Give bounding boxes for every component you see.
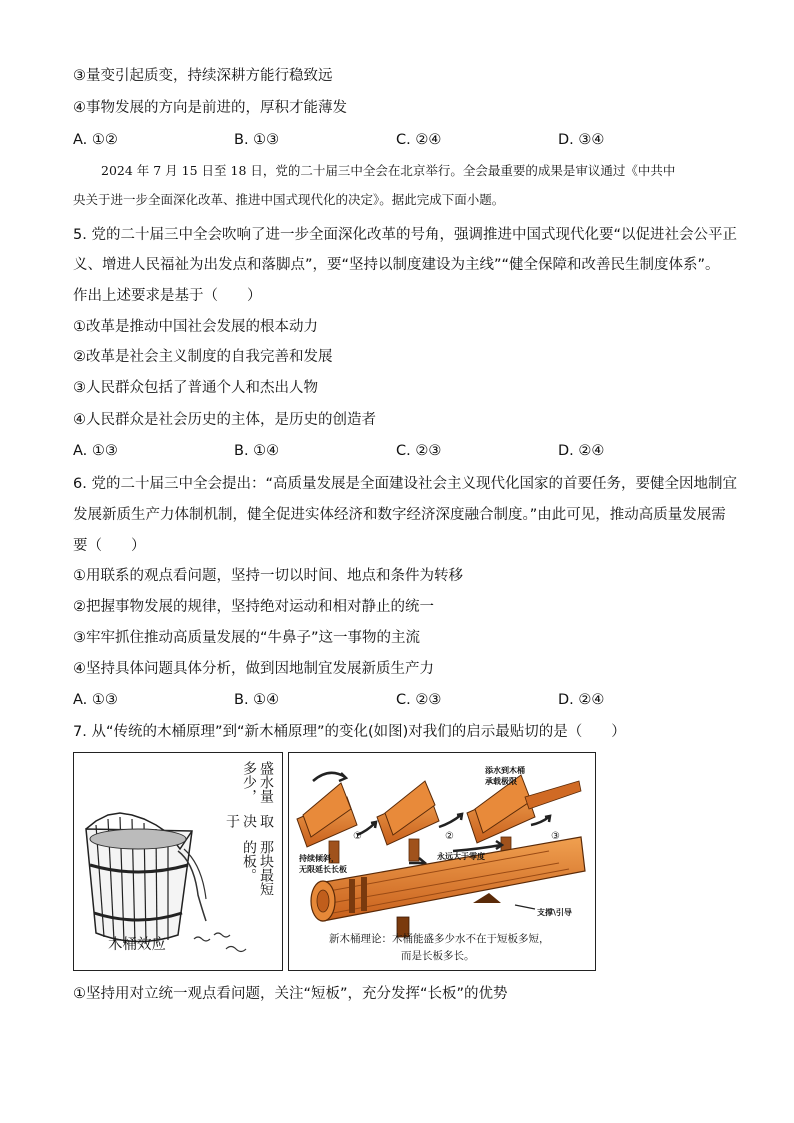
step-3-number: ③ — [551, 831, 560, 842]
q6-statement-4: ④坚持具体问题具体分析，做到因地制宜发展新质生产力 — [73, 661, 434, 677]
q6-statement-3: ③牢牢抓住推动高质量发展的“牛鼻子”这一事物的主流 — [73, 630, 421, 646]
q5-option-c[interactable]: C. ②③ — [396, 443, 442, 459]
q6-option-d[interactable]: D. ②④ — [558, 692, 605, 708]
q6-statement-2: ②把握事物发展的规律，坚持绝对运动和相对静止的统一 — [73, 599, 434, 615]
new-bucket-theory-figure — [288, 752, 596, 971]
q4-statement-3: ③量变引起质变，持续深耕方能行稳致远 — [73, 68, 333, 84]
q5-statement-1: ①改革是推动中国社会发展的根本动力 — [73, 319, 318, 335]
q4-statement-4: ④事物发展的方向是前进的，厚积才能薄发 — [73, 100, 347, 116]
label-keep-tilting-1: 持续倾斜， — [299, 854, 339, 863]
q7-stem: 7. 从“传统的木桶原理”到“新木桶原理”的变化(如图)对我们的启示最贴切的是（ ） — [73, 724, 626, 740]
q7-statement-1: ①坚持用对立统一观点看问题，关注“短板”，充分发挥“长板”的优势 — [73, 986, 508, 1002]
bucket-text-col-3: 那块最短的板。 — [241, 839, 274, 896]
new-bucket-caption-2: 而是长板多长。 — [401, 950, 475, 962]
q5-option-a[interactable]: A. ①③ — [73, 443, 118, 459]
bucket-text-col-1: 盛水量多少， — [241, 761, 274, 803]
new-bucket-caption-1: 新木桶理论：木桶能盛多少水不在于短板多短， — [329, 933, 550, 945]
bucket-effect-caption: 木桶效应 — [108, 937, 166, 953]
q6-option-a[interactable]: A. ①③ — [73, 692, 118, 708]
label-always-above-zero: 永远大于零度 — [437, 852, 485, 861]
q6-stem-line-1: 6. 党的二十届三中全会提出：“高质量发展是全面建设社会主义现代化国家的首要任务，要健全因地制宜 — [73, 476, 737, 492]
step-2-number: ② — [445, 831, 454, 842]
q5-stem-line-3: 作出上述要求是基于（ ） — [73, 288, 262, 304]
q6-option-c[interactable]: C. ②③ — [396, 692, 442, 708]
q5-stem-line-1: 5. 党的二十届三中全会吹响了进一步全面深化改革的号角，强调推进中国式现代化要“以促进社会公平正 — [73, 227, 737, 243]
bucket-vertical-text — [223, 761, 274, 901]
q6-stem-line-2: 发展新质生产力体制机制，健全促进实体经济和数字经济深度融合制度。”由此可见，推动高质量发展需 — [73, 507, 726, 523]
q5-statement-3: ③人民群众包括了普通个人和杰出人物 — [73, 380, 318, 396]
small-bucket-1 — [297, 783, 357, 863]
passage-line-1: 2024 年 7 月 15 日至 18 日，党的二十届三中全会在北京举行。全会最重要的成果是审议通过《中共中 — [101, 163, 676, 178]
q5-statement-2: ②改革是社会主义制度的自我完善和发展 — [73, 349, 333, 365]
q5-option-d[interactable]: D. ②④ — [558, 443, 605, 459]
q5-stem-line-2: 义、增进人民福祉为出发点和落脚点”，要“坚持以制度建设为主线”“健全保障和改善民生制度体系”。 — [73, 257, 720, 273]
q4-option-a[interactable]: A. ①② — [73, 132, 118, 148]
passage-line-2: 央关于进一步全面深化改革、推进中国式现代化的决定》。据此完成下面小题。 — [73, 192, 505, 207]
q4-option-c[interactable]: C. ②④ — [396, 132, 442, 148]
label-keep-tilting-2: 无限延长长板 — [299, 865, 347, 874]
bucket-text-col-2: 取决于 — [224, 813, 274, 828]
q5-option-b[interactable]: B. ①④ — [234, 443, 280, 459]
small-bucket-2 — [377, 781, 439, 861]
q4-option-d[interactable]: D. ③④ — [558, 132, 605, 148]
label-fill-to-limit-2: 承载极限 — [485, 777, 517, 786]
label-support-guide: 支撑\引导 — [537, 908, 572, 917]
bucket-effect-figure — [73, 752, 283, 971]
step-1-number: ① — [353, 831, 362, 842]
q6-stem-line-3: 要（ ） — [73, 538, 146, 554]
label-fill-to-limit-1: 添水到木桶 — [485, 766, 525, 775]
q6-statement-1: ①用联系的观点看问题，坚持一切以时间、地点和条件为转移 — [73, 568, 463, 584]
q4-option-b[interactable]: B. ①③ — [234, 132, 280, 148]
q5-statement-4: ④人民群众是社会历史的主体，是历史的创造者 — [73, 412, 376, 428]
q6-option-b[interactable]: B. ①④ — [234, 692, 280, 708]
